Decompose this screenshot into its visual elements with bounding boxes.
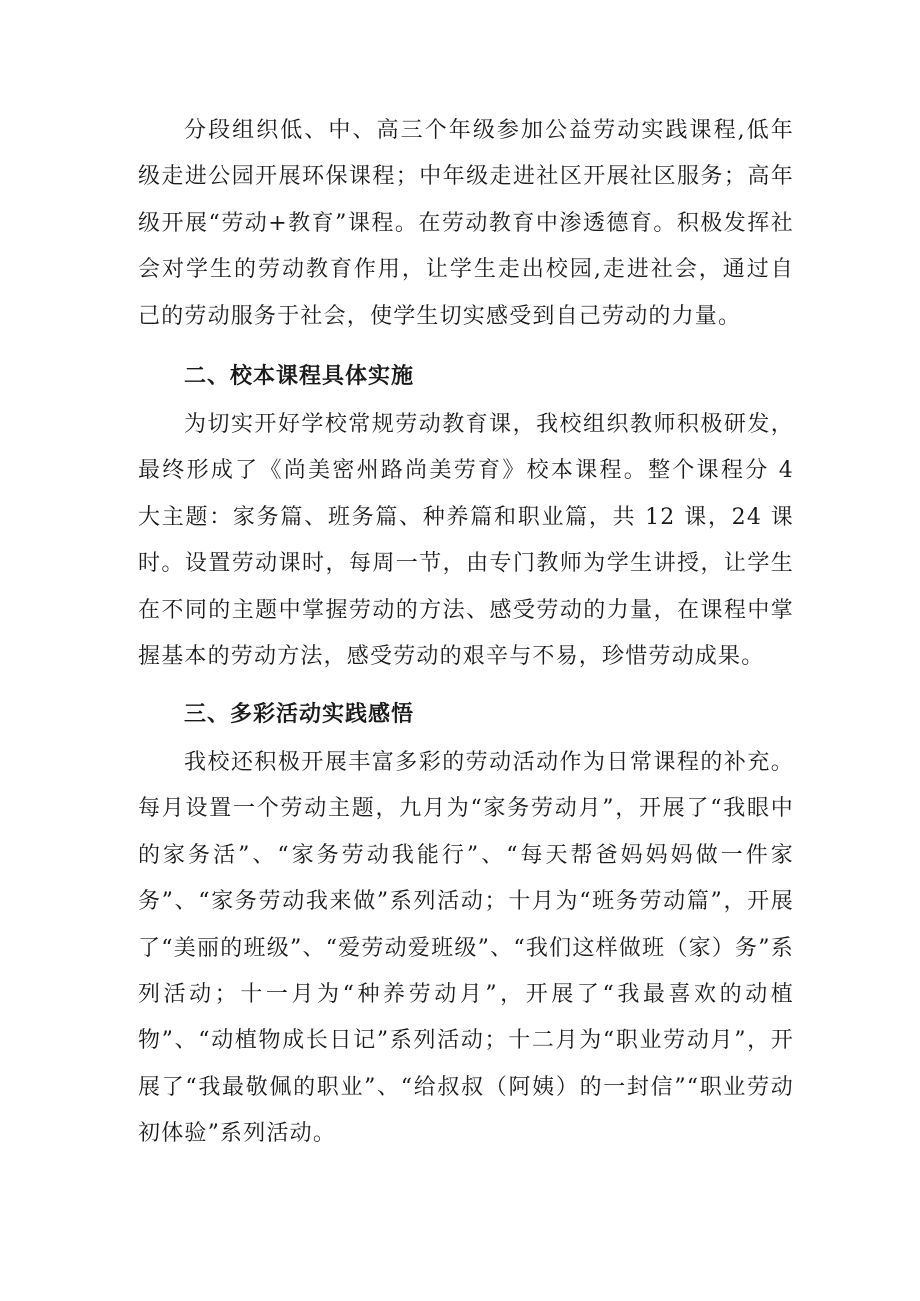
paragraph-school-curriculum: 为切实开好学校常规劳动教育课，我校组织教师积极研发，最终形成了《尚美密州路尚美劳育》校本课程。整个课程分 4 大主题：家务篇、班务篇、种养篇和职业篇，共 12 课，24 课时。设置劳动课时，每周一节，由专门教师为学生讲授，让学生在不同的主题中掌握劳动的方法、感受劳动的力量，在课程中掌握基本的劳动方法，感受劳动的艰辛与不易，珍惜劳动成果。 (138, 412, 794, 670)
section-heading-activities: 三、多彩活动实践感悟 (184, 702, 415, 727)
section-heading-school-curriculum: 二、校本课程具体实施 (184, 364, 415, 389)
paragraph-activities: 我校还积极开展丰富多彩的劳动活动作为日常课程的补充。每月设置一个劳动主题，九月为“家务劳动月”，开展了“我眼中的家务活”、“家务劳动我能行”、“每天帮爸妈妈妈做一件家务”、“家务劳动我来做”系列活动；十月为“班务劳动篇”，开展了“美丽的班级”、“爱劳动爱班级”、“我们这样做班（家）务”系列活动；十一月为“种养劳动月”，开展了“我最喜欢的动植物”、“动植物成长日记”系列活动；十二月为“职业劳动月”，开展了“我最敬佩的职业”、“给叔叔（阿姨）的一封信”“职业劳动初体验”系列活动。 (138, 750, 794, 1147)
paragraph-labor-practice: 分段组织低、中、高三个年级参加公益劳动实践课程,低年级走进公园开展环保课程；中年级走进社区开展社区服务；高年级开展“劳动+教育”课程。在劳动教育中渗透德育。积极发挥社会对学生的劳动教育作用，让学生走出校园,走进社会，通过自己的劳动服务于社会，使学生切实感受到自己劳动的力量。 (138, 118, 794, 329)
